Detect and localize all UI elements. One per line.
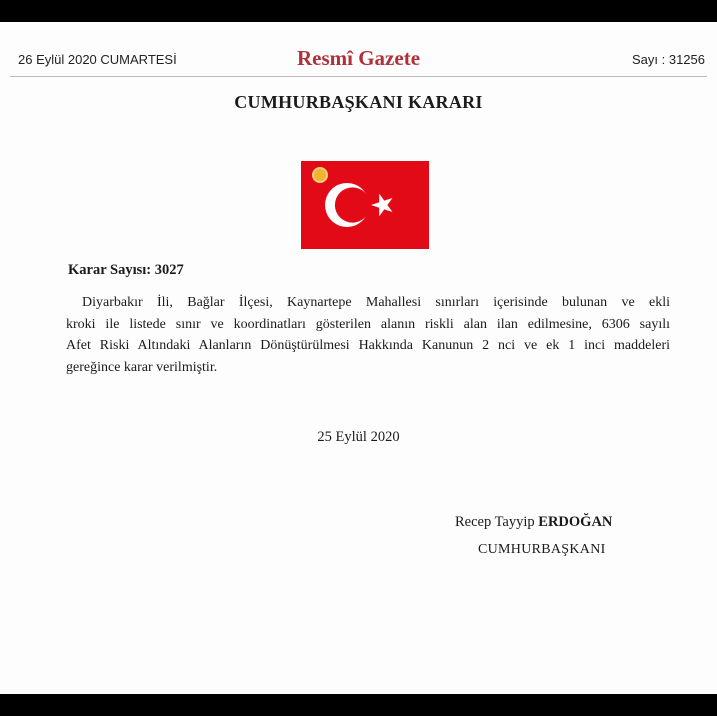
gazette-page bbox=[0, 22, 717, 694]
body-line: Afet Riski Altındaki Alanların Dönüştürülmesi Hakkında Kanunun 2 nci ve ek 1 inci maddeleri bbox=[66, 338, 670, 353]
header-date: 26 Eylül 2020 CUMARTESİ bbox=[18, 52, 177, 67]
decision-number: Karar Sayısı: 3027 bbox=[68, 262, 184, 278]
signer-title: CUMHURBAŞKANI bbox=[478, 542, 606, 557]
signer-name bbox=[455, 514, 612, 531]
signer-surname: ERDOĞAN bbox=[538, 514, 613, 530]
body-line: gereğince karar verilmiştir. bbox=[66, 359, 218, 375]
decree-date: 25 Eylül 2020 bbox=[317, 429, 400, 445]
signer-first-names: Recep Tayyip bbox=[455, 514, 535, 530]
decree-body bbox=[66, 292, 670, 378]
body-line: Diyarbakır İli, Bağlar İlçesi, Kaynartepe Mahallesi sınırları içerisinde bulunan ve ekli bbox=[82, 295, 670, 310]
turkish-flag-icon bbox=[301, 161, 429, 249]
decree-title: CUMHURBAŞKANI KARARI bbox=[234, 92, 483, 112]
issue-number: Sayı : 31256 bbox=[632, 52, 705, 67]
flag-crescent-inner bbox=[335, 187, 370, 222]
header-divider bbox=[10, 76, 707, 77]
body-line: kroki ile listede sınır ve koordinatları gösterilen alanın riskli alan ilan edilmesine, 6306 sayılı bbox=[66, 316, 670, 332]
publication-title: Resmî Gazete bbox=[296, 46, 421, 70]
emblem-sun bbox=[313, 168, 327, 182]
